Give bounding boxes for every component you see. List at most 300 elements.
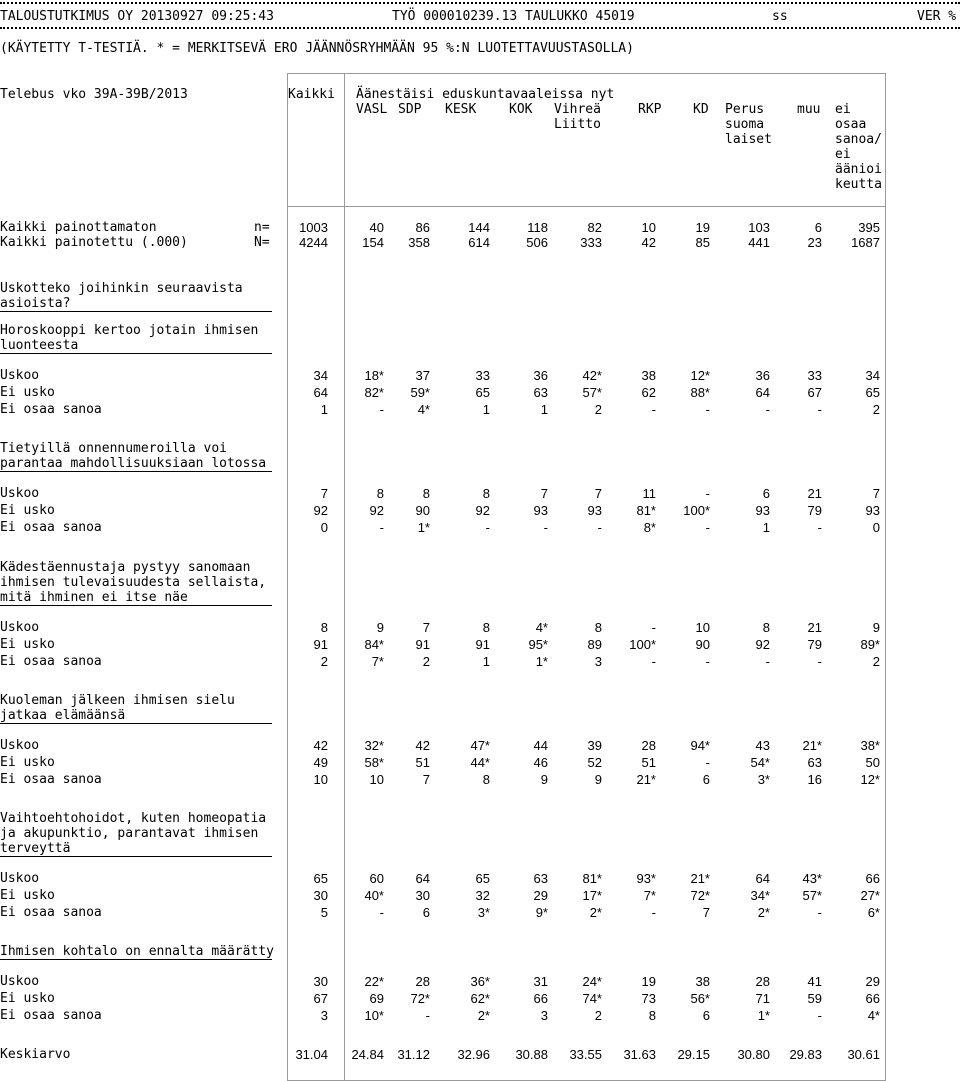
table-cell: 21	[807, 620, 822, 635]
table-cell: 64	[755, 871, 770, 886]
separator-line	[0, 27, 960, 29]
table-cell: 62*	[470, 991, 490, 1006]
table-cell: 81*	[582, 871, 602, 886]
table-cell: 2	[872, 402, 880, 417]
table-cell: 23	[807, 235, 822, 250]
table-cell: 8	[422, 486, 430, 501]
table-cell: 5	[320, 905, 328, 920]
table-cell: 42*	[582, 368, 602, 383]
table-cell: 79	[807, 503, 822, 518]
table-cell: -	[705, 402, 710, 417]
table-cell: 12*	[860, 772, 880, 787]
table-cell: 92	[475, 503, 490, 518]
table-cell: 92	[369, 503, 384, 518]
table-cell: 39	[587, 738, 602, 753]
table-cell: 6	[762, 486, 770, 501]
table-cell: 21	[807, 486, 822, 501]
table-cell: 92	[755, 637, 770, 652]
table-cell: 67	[807, 385, 822, 400]
base-row-code: n=	[254, 220, 270, 235]
table-cell: 9	[594, 772, 602, 787]
table-cell: 3	[594, 654, 602, 669]
table-cell: -	[765, 402, 770, 417]
table-cell: 29.15	[677, 1047, 710, 1062]
question-text: ja akupunktio, parantavat ihmisen	[0, 826, 259, 841]
table-cell: 90	[415, 503, 430, 518]
table-cell: 43*	[802, 871, 822, 886]
table-cell: 7	[702, 905, 710, 920]
table-cell: 38*	[860, 738, 880, 753]
table-cell: 51	[415, 755, 430, 770]
table-cell: 91	[415, 637, 430, 652]
table-row-label: Ei usko	[0, 385, 55, 400]
table-cell: 66	[865, 871, 880, 886]
table-cell: 9*	[535, 905, 548, 920]
column-divider	[344, 73, 345, 1081]
table-cell: 49	[313, 755, 328, 770]
table-cell: 333	[580, 235, 602, 250]
table-cell: 66	[865, 991, 880, 1006]
table-cell: 8*	[643, 520, 656, 535]
table-cell: 3*	[477, 905, 490, 920]
table-row-label: Ei osaa sanoa	[0, 1008, 102, 1023]
table-cell: 30.80	[737, 1047, 770, 1062]
table-row-label: Ei osaa sanoa	[0, 402, 102, 417]
column-header: muu	[797, 102, 821, 117]
table-cell: 12*	[690, 368, 710, 383]
table-cell: 63	[533, 871, 548, 886]
base-row-label: Kaikki painottamaton	[0, 220, 157, 235]
table-cell: 91	[313, 637, 328, 652]
table-cell: 21*	[690, 871, 710, 886]
table-cell: 89	[587, 637, 602, 652]
table-cell: 10	[695, 620, 710, 635]
table-cell: 506	[526, 235, 548, 250]
question-text: ihmisen tulevaisuudesta sellaista,	[0, 575, 267, 590]
table-cell: 57*	[802, 888, 822, 903]
table-cell: 82	[587, 220, 602, 235]
table-cell: 1*	[417, 520, 430, 535]
table-cell: 1	[320, 402, 328, 417]
table-cell: 38	[641, 368, 656, 383]
table-cell: 100*	[629, 637, 656, 652]
table-cell: 4*	[417, 402, 430, 417]
question-underline	[0, 959, 272, 960]
table-cell: 32.96	[457, 1047, 490, 1062]
table-cell: 7*	[371, 654, 384, 669]
question-underline	[0, 471, 272, 472]
table-cell: 65	[475, 385, 490, 400]
table-cell: 41	[807, 974, 822, 989]
table-cell: 2	[320, 654, 328, 669]
table-cell: 6*	[867, 905, 880, 920]
table-cell: 19	[641, 974, 656, 989]
table-cell: -	[651, 620, 656, 635]
table-cell: 1687	[851, 235, 880, 250]
table-cell: 36*	[470, 974, 490, 989]
mean-row-label: Keskiarvo	[0, 1047, 71, 1062]
table-cell: 0	[320, 520, 328, 535]
table-cell: 29	[533, 888, 548, 903]
table-cell: 93	[587, 503, 602, 518]
column-header: KD	[693, 102, 709, 117]
table-cell: 65	[475, 871, 490, 886]
table-cell: 27*	[860, 888, 880, 903]
table-cell: 2	[872, 654, 880, 669]
question-text: luonteesta	[0, 338, 79, 353]
table-cell: 2	[594, 1008, 602, 1023]
table-cell: 24*	[582, 974, 602, 989]
table-cell: 6	[814, 220, 822, 235]
ss-label: ss	[772, 9, 788, 24]
table-cell: 32*	[364, 738, 384, 753]
table-cell: 66	[533, 991, 548, 1006]
table-cell: 7	[540, 486, 548, 501]
intro-question-line: asioista?	[0, 296, 71, 311]
table-cell: 44*	[470, 755, 490, 770]
column-divider	[885, 73, 886, 1081]
table-cell: 30	[415, 888, 430, 903]
table-cell: 92	[313, 503, 328, 518]
header-top-line	[287, 73, 885, 74]
table-cell: 81*	[636, 503, 656, 518]
table-cell: 32	[475, 888, 490, 903]
question-text: Tietyillä onnennumeroilla voi	[0, 441, 227, 456]
table-cell: 29	[865, 974, 880, 989]
table-cell: 7	[422, 620, 430, 635]
table-cell: 21*	[636, 772, 656, 787]
question-text: Kädestäennustaja pystyy sanomaan	[0, 560, 251, 575]
table-cell: 30	[313, 888, 328, 903]
question-text: Horoskooppi kertoo jotain ihmisen	[0, 323, 259, 338]
table-cell: -	[705, 486, 710, 501]
table-row-label: Ei usko	[0, 888, 55, 903]
table-cell: 7	[872, 486, 880, 501]
table-cell: -	[705, 654, 710, 669]
table-cell: -	[765, 654, 770, 669]
table-cell: 58*	[364, 755, 384, 770]
column-header: SDP	[398, 102, 422, 117]
table-cell: 31.63	[623, 1047, 656, 1062]
table-cell: 441	[748, 235, 770, 250]
column-header: VASL	[356, 102, 388, 117]
table-cell: 2*	[589, 905, 602, 920]
table-cell: 52	[587, 755, 602, 770]
table-cell: 1*	[757, 1008, 770, 1023]
table-cell: 62	[641, 385, 656, 400]
table-cell: 10	[313, 772, 328, 787]
table-cell: -	[651, 905, 656, 920]
table-cell: 43	[755, 738, 770, 753]
table-cell: 3*	[757, 772, 770, 787]
table-cell: 144	[468, 220, 490, 235]
table-cell: 93	[755, 503, 770, 518]
table-cell: 2*	[757, 905, 770, 920]
table-cell: 4*	[535, 620, 548, 635]
table-cell: 51	[641, 755, 656, 770]
column-header: Kaikki	[288, 87, 335, 102]
question-underline	[0, 723, 272, 724]
table-row-label: Ei osaa sanoa	[0, 905, 102, 920]
table-cell: 88*	[690, 385, 710, 400]
table-cell: 93	[865, 503, 880, 518]
table-cell: 38	[695, 974, 710, 989]
table-cell: 57*	[582, 385, 602, 400]
table-cell: 17*	[582, 888, 602, 903]
table-cell: 3	[320, 1008, 328, 1023]
table-cell: 614	[468, 235, 490, 250]
table-cell: 44	[533, 738, 548, 753]
table-cell: 60	[369, 871, 384, 886]
table-row-label: Ei osaa sanoa	[0, 520, 102, 535]
table-cell: -	[379, 402, 384, 417]
table-cell: 65	[313, 871, 328, 886]
table-cell: -	[379, 520, 384, 535]
table-row-label: Uskoo	[0, 738, 40, 753]
table-cell: 73	[641, 991, 656, 1006]
table-cell: 59	[807, 991, 822, 1006]
table-cell: 30.88	[515, 1047, 548, 1062]
table-cell: 8	[594, 620, 602, 635]
table-cell: 79	[807, 637, 822, 652]
table-cell: 21*	[802, 738, 822, 753]
table-cell: 6	[702, 772, 710, 787]
table-cell: 7*	[643, 888, 656, 903]
table-cell: 1	[482, 654, 490, 669]
table-cell: 8	[376, 486, 384, 501]
table-cell: 63	[533, 385, 548, 400]
table-row-label: Uskoo	[0, 620, 40, 635]
table-cell: 10	[641, 220, 656, 235]
table-cell: 29.83	[789, 1047, 822, 1062]
table-cell: 9	[540, 772, 548, 787]
table-cell: 19	[695, 220, 710, 235]
table-cell: 31	[533, 974, 548, 989]
table-cell: 67	[313, 991, 328, 1006]
table-cell: 22*	[364, 974, 384, 989]
header-bottom-line	[287, 206, 885, 207]
table-cell: 34*	[750, 888, 770, 903]
question-text: terveyttä	[0, 841, 71, 856]
table-cell: 42	[415, 738, 430, 753]
table-cell: 28	[641, 738, 656, 753]
base-row-label: Kaikki painotettu (.000)	[0, 235, 188, 250]
table-cell: -	[817, 654, 822, 669]
base-row-code: N=	[254, 235, 270, 250]
column-header: KOK	[509, 102, 533, 117]
table-row-label: Ei usko	[0, 637, 55, 652]
table-cell: 59*	[410, 385, 430, 400]
table-cell: -	[705, 520, 710, 535]
column-header: RKP	[638, 102, 662, 117]
column-header: ei osaa sanoa/ ei äänioi keutta	[835, 102, 882, 192]
job-table-id: TYÖ 000010239.13 TAULUKKO 45019	[392, 9, 635, 24]
table-cell: 64	[313, 385, 328, 400]
table-cell: 50	[865, 755, 880, 770]
table-cell: 7	[422, 772, 430, 787]
table-row-label: Uskoo	[0, 974, 40, 989]
table-cell: 86	[415, 220, 430, 235]
table-cell: 91	[475, 637, 490, 652]
question-text: Vaihtoehtohoidot, kuten homeopatia	[0, 811, 267, 826]
table-cell: 56*	[690, 991, 710, 1006]
table-cell: 100*	[683, 503, 710, 518]
table-cell: 154	[362, 235, 384, 250]
table-cell: 36	[755, 368, 770, 383]
table-cell: 64	[415, 871, 430, 886]
table-cell: -	[817, 520, 822, 535]
table-row-label: Uskoo	[0, 368, 40, 383]
table-cell: 28	[415, 974, 430, 989]
question-underline	[0, 856, 272, 857]
report-title: TALOUSTUTKIMUS OY 20130927 09:25:43	[0, 9, 274, 24]
table-cell: 82*	[364, 385, 384, 400]
table-cell: 34	[865, 368, 880, 383]
table-cell: 8	[648, 1008, 656, 1023]
table-cell: 90	[695, 637, 710, 652]
separator-line	[0, 2, 960, 4]
table-cell: 16	[807, 772, 822, 787]
table-cell: 95*	[528, 637, 548, 652]
column-header: Vihreä Liitto	[554, 102, 601, 132]
table-cell: 28	[755, 974, 770, 989]
table-cell: 71	[755, 991, 770, 1006]
table-cell: 1003	[299, 220, 328, 235]
question-underline	[0, 311, 272, 312]
table-cell: 30	[313, 974, 328, 989]
column-header: Perus suoma laiset	[725, 102, 772, 147]
table-cell: -	[705, 755, 710, 770]
table-cell: 2*	[477, 1008, 490, 1023]
table-cell: 8	[762, 620, 770, 635]
table-cell: -	[485, 520, 490, 535]
question-text: Kuoleman jälkeen ihmisen sielu	[0, 693, 235, 708]
table-cell: 93	[533, 503, 548, 518]
table-cell: 3	[540, 1008, 548, 1023]
question-text: Ihmisen kohtalo on ennalta määrätty	[0, 944, 274, 959]
table-cell: 4*	[867, 1008, 880, 1023]
table-cell: 37	[415, 368, 430, 383]
table-cell: 30.61	[847, 1047, 880, 1062]
table-cell: 8	[482, 772, 490, 787]
table-row-label: Ei usko	[0, 755, 55, 770]
table-cell: 47*	[470, 738, 490, 753]
table-cell: 8	[482, 620, 490, 635]
table-cell: 72*	[410, 991, 430, 1006]
table-cell: 33.55	[569, 1047, 602, 1062]
table-cell: 33	[807, 368, 822, 383]
column-header: KESK	[445, 102, 477, 117]
table-row-label: Ei osaa sanoa	[0, 654, 102, 669]
table-cell: 93*	[636, 871, 656, 886]
table-cell: 84*	[364, 637, 384, 652]
table-cell: 54*	[750, 755, 770, 770]
table-cell: -	[597, 520, 602, 535]
table-row-label: Ei usko	[0, 503, 55, 518]
table-cell: -	[817, 905, 822, 920]
table-cell: 395	[858, 220, 880, 235]
column-divider	[287, 73, 288, 1081]
table-cell: 103	[748, 220, 770, 235]
question-underline	[0, 353, 272, 354]
table-row-label: Ei osaa sanoa	[0, 772, 102, 787]
table-cell: -	[651, 402, 656, 417]
table-cell: 18*	[364, 368, 384, 383]
table-row-label: Uskoo	[0, 871, 40, 886]
table-cell: -	[817, 402, 822, 417]
table-cell: 10*	[364, 1008, 384, 1023]
table-cell: 40*	[364, 888, 384, 903]
table-cell: 358	[408, 235, 430, 250]
table-cell: -	[379, 905, 384, 920]
table-cell: 34	[313, 368, 328, 383]
table-cell: 2	[594, 402, 602, 417]
table-cell: 4244	[299, 235, 328, 250]
table-cell: 10	[369, 772, 384, 787]
column-group-label: Äänestäisi eduskuntavaaleissa nyt	[356, 87, 615, 102]
table-cell: 74*	[582, 991, 602, 1006]
intro-question-line: Uskotteko joihinkin seuraavista	[0, 281, 243, 296]
table-cell: 33	[475, 368, 490, 383]
table-cell: 1*	[535, 654, 548, 669]
table-cell: 42	[313, 738, 328, 753]
table-cell: 89*	[860, 637, 880, 652]
table-cell: 9	[376, 620, 384, 635]
table-cell: 69	[369, 991, 384, 1006]
table-cell: 6	[422, 905, 430, 920]
table-cell: 7	[320, 486, 328, 501]
test-note: (KÄYTETTY T-TESTIÄ. * = MERKITSEVÄ ERO JÄÄNNÖSRYHMÄÄN 95 %:N LUOTETTAVUUSTASOLLA)	[0, 41, 634, 56]
table-cell: -	[817, 1008, 822, 1023]
table-cell: 0	[872, 520, 880, 535]
table-cell: 2	[422, 654, 430, 669]
table-cell: 31.12	[397, 1047, 430, 1062]
table-cell: 85	[695, 235, 710, 250]
table-cell: 63	[807, 755, 822, 770]
version-label: VER %	[917, 9, 957, 24]
table-cell: 1	[762, 520, 770, 535]
table-cell: 1	[540, 402, 548, 417]
table-cell: 6	[702, 1008, 710, 1023]
table-cell: 9	[872, 620, 880, 635]
table-cell: 94*	[690, 738, 710, 753]
table-cell: 72*	[690, 888, 710, 903]
table-cell: -	[651, 654, 656, 669]
question-text: mitä ihminen ei itse näe	[0, 590, 188, 605]
table-cell: -	[543, 520, 548, 535]
table-cell: 8	[320, 620, 328, 635]
table-cell: 42	[641, 235, 656, 250]
question-text: parantaa mahdollisuuksiaan lotossa	[0, 456, 267, 471]
question-text: jatkaa elämäänsä	[0, 708, 126, 723]
table-cell: 46	[533, 755, 548, 770]
question-underline	[0, 605, 272, 606]
table-cell: 1	[482, 402, 490, 417]
table-cell: 8	[482, 486, 490, 501]
table-cell: 36	[533, 368, 548, 383]
table-cell: 11	[642, 486, 656, 501]
table-cell: 40	[369, 220, 384, 235]
table-cell: 7	[594, 486, 602, 501]
table-cell: 64	[755, 385, 770, 400]
table-cell: 118	[527, 220, 548, 235]
table-cell: -	[425, 1008, 430, 1023]
table-row-label: Ei usko	[0, 991, 55, 1006]
survey-label: Telebus vko 39A-39B/2013	[0, 87, 188, 102]
table-row-label: Uskoo	[0, 486, 40, 501]
table-cell: 65	[865, 385, 880, 400]
table-cell: 24.84	[351, 1047, 384, 1062]
